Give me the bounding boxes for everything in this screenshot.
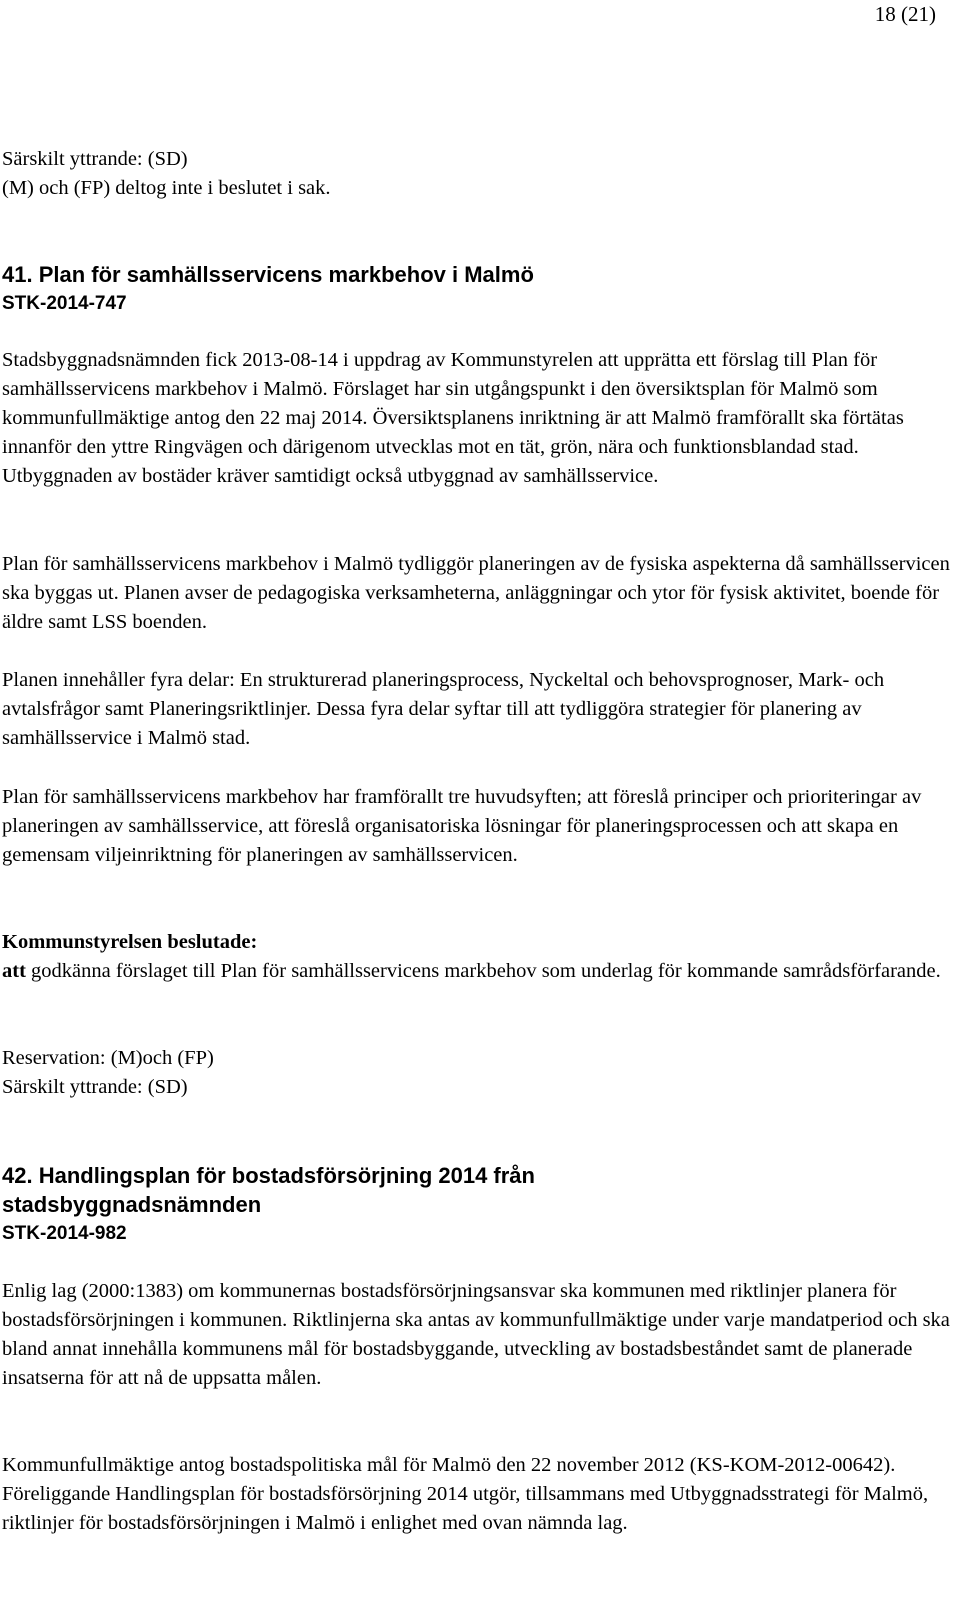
decision-body: godkänna förslaget till Plan för samhällsservicens markbehov som underlag för kommande samrådsförfarande.	[25, 960, 941, 982]
item-41-header	[2, 260, 952, 318]
special-statement-line: Särskilt yttrande: (SD)	[2, 1076, 188, 1098]
special-statement-intro: Särskilt yttrande: (SD)	[2, 148, 188, 170]
item-41-paragraph-1-block	[2, 346, 952, 491]
page-number: 18 (21)	[874, 2, 936, 26]
item-41-title: 41. Plan för samhällsservicens markbehov i Malmö	[2, 262, 534, 287]
item-41-paragraph-4-block	[2, 783, 952, 870]
reservation-line: Reservation: (M)och (FP)	[2, 1047, 214, 1069]
participation-note: (M) och (FP) deltog inte i beslutet i sak.	[2, 177, 331, 199]
item-41-decision-block	[2, 928, 952, 986]
item-42-paragraph-2-block	[2, 1451, 952, 1538]
item-41-paragraph-2-block	[2, 550, 952, 637]
intro-block	[2, 145, 952, 203]
item-41-reservation-block	[2, 1044, 952, 1102]
item-41-paragraph: Plan för samhällsservicens markbehov har framförallt tre huvudsyften; att föreslå principer och prioriteringar av planeringen av samhällsservice, att föreslå organisatoriska lösningar för planeringsprocessen och att skapa en gemensam viljeinriktning för planeringen av samhällsservicen.	[2, 786, 922, 866]
item-41-paragraph: Plan för samhällsservicens markbehov i Malmö tydliggör planeringen av de fysiska aspekterna då samhällsservicen ska byggas ut. Planen avser de pedagogiska verksamheterna, anläggningar och ytor för fysisk aktivitet, boende för äldre samt LSS boenden.	[2, 553, 950, 633]
item-41-paragraph: Stadsbyggnadsnämnden fick 2013-08-14 i uppdrag av Kommunstyrelen att upprätta ett förslag till Plan för samhällsservicens markbehov i Malmö. Förslaget har sin utgångspunkt i den översiktsplan för Malmö som kommunfullmäktige antog den 22 maj 2014. Översiktsplanens inriktning är att Malmö framförallt ska förtätas innanför den yttre Ringvägen och därigenom utvecklas mot en tät, grön, nära och funktionsblandad stad. Utbyggnaden av bostäder kräver samtidigt också utbyggnad av samhällsservice.	[2, 349, 904, 487]
decision-text	[2, 957, 952, 986]
item-42-case-id: STK-2014-982	[2, 1223, 127, 1244]
item-41-case-id: STK-2014-747	[2, 293, 127, 314]
item-42-paragraph: Kommunfullmäktige antog bostadspolitiska mål för Malmö den 22 november 2012 (KS-KOM-2012-00642). Föreliggande Handlingsplan för bostadsförsörjning 2014 utgör, tillsammans med Utbyggnadsstrategi för Malmö, riktlinjer för bostadsförsörjningen i Malmö i enlighet med ovan nämnda lag.	[2, 1454, 929, 1534]
decision-heading: Kommunstyrelsen beslutade:	[2, 931, 258, 953]
decision-keyword: att	[2, 960, 26, 982]
item-42-header	[2, 1161, 952, 1248]
item-42-title: 42. Handlingsplan för bostadsförsörjning 2014 från stadsbyggnadsnämnden	[2, 1163, 535, 1217]
item-41-paragraph-3-block	[2, 666, 952, 753]
item-41-paragraph: Planen innehåller fyra delar: En strukturerad planeringsprocess, Nyckeltal och behovsprognoser, Mark- och avtalsfrågor samt Planeringsriktlinjer. Dessa fyra delar syftar till att tydliggöra strategier för planering av samhällsservice i Malmö stad.	[2, 669, 885, 749]
item-42-paragraph: Enlig lag (2000:1383) om kommunernas bostadsförsörjningsansvar ska kommunen med riktlinjer planera för bostadsförsörjningen i kommunen. Riktlinjerna ska antas av kommunfullmäktige under varje mandatperiod och ska bland annat innehålla kommunens mål för bostadsbyggande, utveckling av bostadsbeståndet samt de planerade insatserna för att nå de uppsatta målen.	[2, 1280, 950, 1389]
item-42-paragraph-1-block	[2, 1277, 952, 1393]
